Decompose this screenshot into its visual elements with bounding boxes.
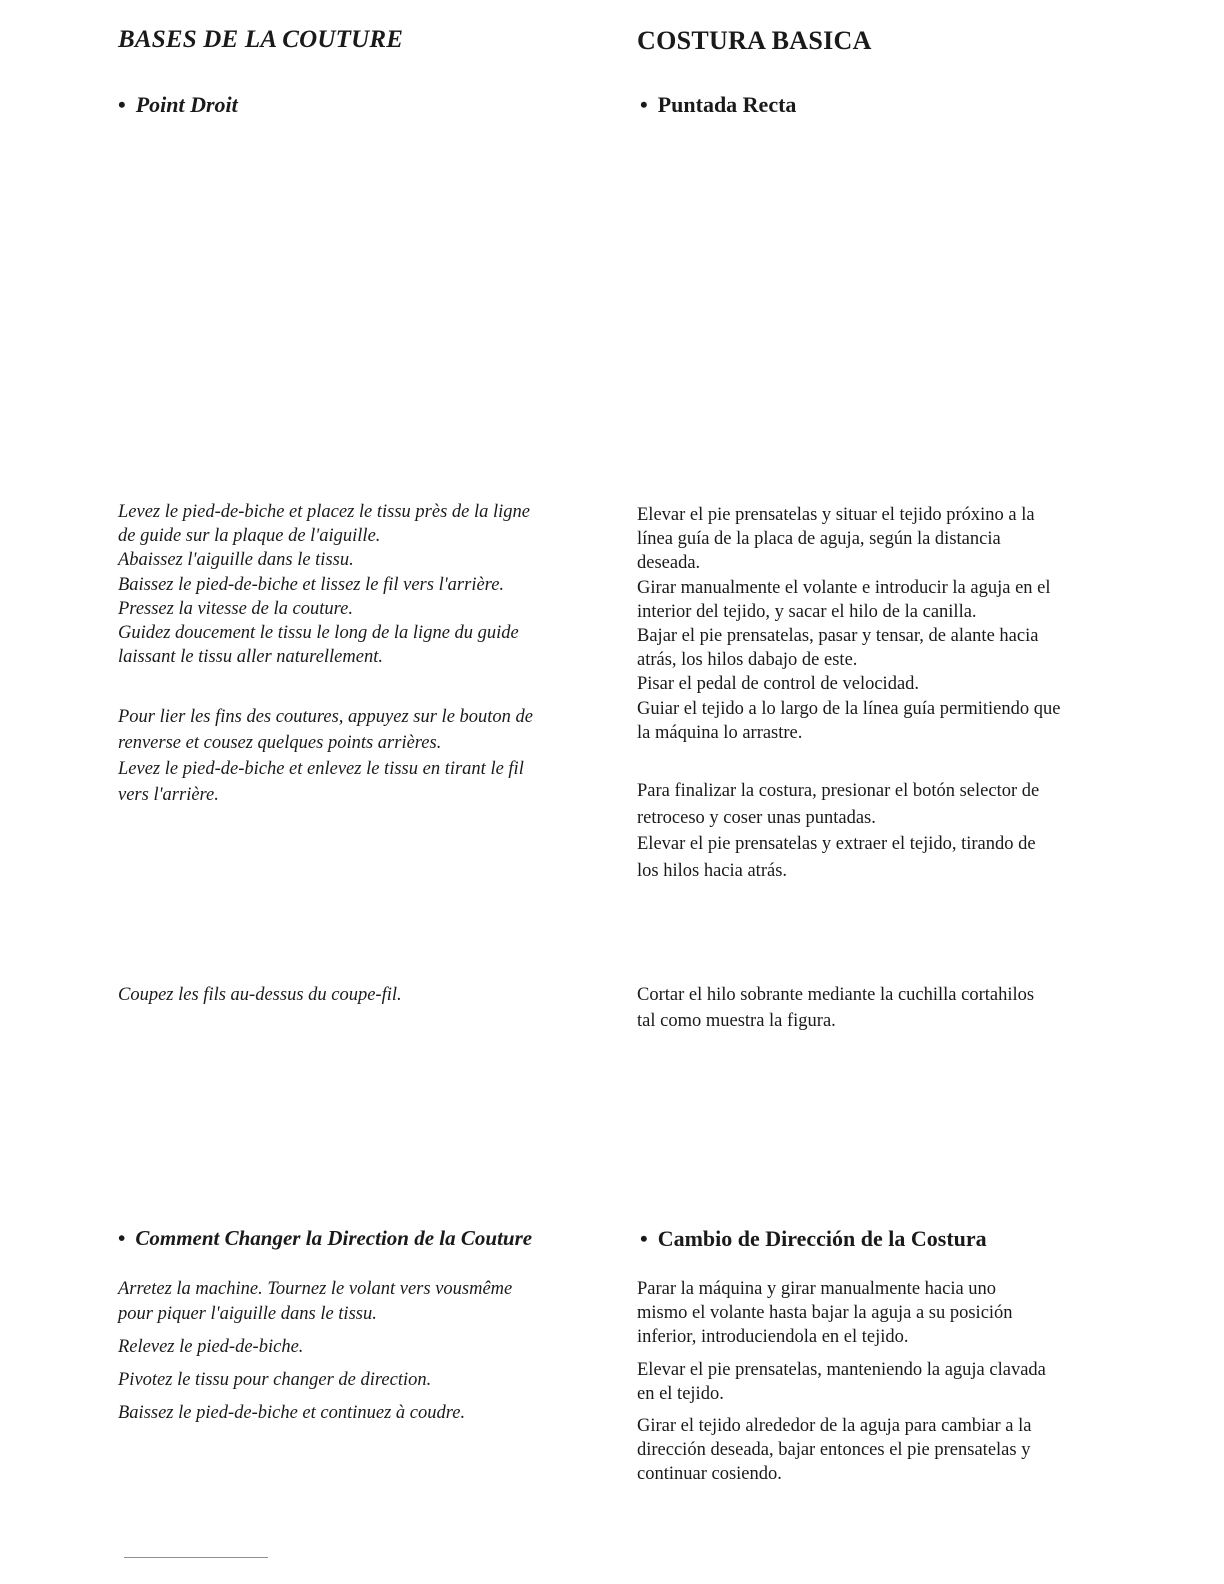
- text-line: en el tejido.: [637, 1383, 724, 1404]
- text-line: Arretez la machine. Tournez le volant vers vousmême: [118, 1279, 513, 1299]
- text-line: Baissez le pied-de-biche et lissez le fil vers l'arrière.: [118, 574, 505, 595]
- text-line: Elevar el pie prensatelas y extraer el tejido, tirando de: [637, 834, 1036, 854]
- text-line: la máquina lo arrastre.: [637, 722, 803, 743]
- french-instructions-block-3: [118, 983, 608, 1007]
- spanish-instructions-block-2: [637, 778, 1122, 884]
- text-line: Elevar el pie prensatelas, manteniendo la aguja clavada: [637, 1359, 1046, 1380]
- text-line: mismo el volante hasta bajar la aguja a su posición: [637, 1303, 1013, 1324]
- section-heading-label: Puntada Recta: [657, 92, 797, 117]
- text-line: dirección deseada, bajar entonces el pie prensatelas y: [637, 1440, 1031, 1461]
- text-line: Levez le pied-de-biche et placez le tissu près de la ligne: [118, 502, 531, 522]
- text-line: pour piquer l'aiguille dans le tissu.: [118, 1304, 377, 1324]
- text-line: Para finalizar la costura, presionar el botón selector de: [637, 781, 1040, 801]
- text-line: deseada.: [637, 553, 701, 574]
- text-line: Pressez la vitesse de la couture.: [118, 598, 353, 619]
- text-line: renverse et cousez quelques points arrières.: [118, 733, 442, 753]
- footer-rule: [124, 1557, 268, 1558]
- section-heading-point-droit: [118, 92, 238, 118]
- text-line: Girar el tejido alrededor de la aguja para cambiar a la: [637, 1416, 1032, 1437]
- text-line: inferior, introduciendola en el tejido.: [637, 1327, 909, 1348]
- section-heading-label: Cambio de Dirección de la Costura: [657, 1226, 987, 1251]
- text-line: interior del tejido, y sacar el hilo de la canilla.: [637, 601, 977, 622]
- section-heading-cambio-direccion: [640, 1226, 987, 1252]
- section-heading-label: Comment Changer la Direction de la Couture: [135, 1226, 533, 1250]
- text-line: de guide sur la plaque de l'aiguille.: [118, 526, 381, 547]
- section-heading-changer-direction: [118, 1226, 532, 1251]
- text-line: laissant le tissu aller naturellement.: [118, 647, 383, 668]
- text-line: Abaissez l'aiguille dans le tissu.: [118, 550, 354, 571]
- page-title-french: BASES DE LA COUTURE: [118, 26, 404, 53]
- text-line: Girar manualmente el volante e introducir la aguja en el: [637, 577, 1051, 598]
- text-line: Pisar el pedal de control de velocidad.: [637, 674, 920, 695]
- text-line: vers l'arrière.: [118, 785, 219, 805]
- bullet-icon: •: [640, 1226, 648, 1251]
- text-line: Pour lier les fins des coutures, appuyez sur le bouton de: [118, 707, 534, 727]
- text-line: Parar la máquina y girar manualmente hacia uno: [637, 1279, 997, 1299]
- text-line: Guiar el tejido a lo largo de la línea guía permitiendo que: [637, 698, 1061, 719]
- bullet-icon: •: [640, 92, 648, 117]
- spanish-instructions-block-1: [637, 503, 1122, 745]
- text-line: Baissez le pied-de-biche et continuez à coudre.: [118, 1403, 466, 1423]
- text-line: continuar cosiendo.: [637, 1464, 782, 1485]
- text-line: tal como muestra la figura.: [637, 1011, 836, 1031]
- french-instructions-block-1: [118, 500, 608, 669]
- french-instructions-block-2: [118, 704, 608, 808]
- text-line: línea guía de la placa de aguja, según la distancia: [637, 529, 1001, 550]
- section-heading-puntada-recta: [640, 92, 796, 118]
- page-title-spanish: COSTURA BASICA: [637, 26, 872, 55]
- text-line: atrás, los hilos dabajo de este.: [637, 650, 858, 671]
- text-line: Relevez le pied-de-biche.: [118, 1337, 304, 1357]
- bullet-icon: •: [118, 1226, 126, 1250]
- section-heading-label: Point Droit: [135, 92, 238, 117]
- text-line: Coupez les fils au-dessus du coupe-fil.: [118, 985, 402, 1005]
- text-line: retroceso y coser unas puntadas.: [637, 807, 876, 828]
- text-line: Pivotez le tissu pour changer de direction.: [118, 1370, 432, 1390]
- bullet-icon: •: [118, 92, 126, 117]
- spanish-instructions-block-3: [637, 982, 1122, 1034]
- text-line: los hilos hacia atrás.: [637, 860, 788, 881]
- text-line: Levez le pied-de-biche et enlevez le tissu en tirant le fil: [118, 759, 524, 779]
- french-direction-instructions: [118, 1277, 608, 1426]
- text-line: Elevar el pie prensatelas y situar el tejido próxino a la: [637, 505, 1035, 525]
- text-line: Bajar el pie prensatelas, pasar y tensar, de alante hacia: [637, 626, 1039, 647]
- text-line: Cortar el hilo sobrante mediante la cuchilla cortahilos: [637, 985, 1035, 1005]
- text-line: Guidez doucement le tissu le long de la ligne du guide: [118, 623, 519, 644]
- spanish-direction-instructions: [637, 1277, 1122, 1487]
